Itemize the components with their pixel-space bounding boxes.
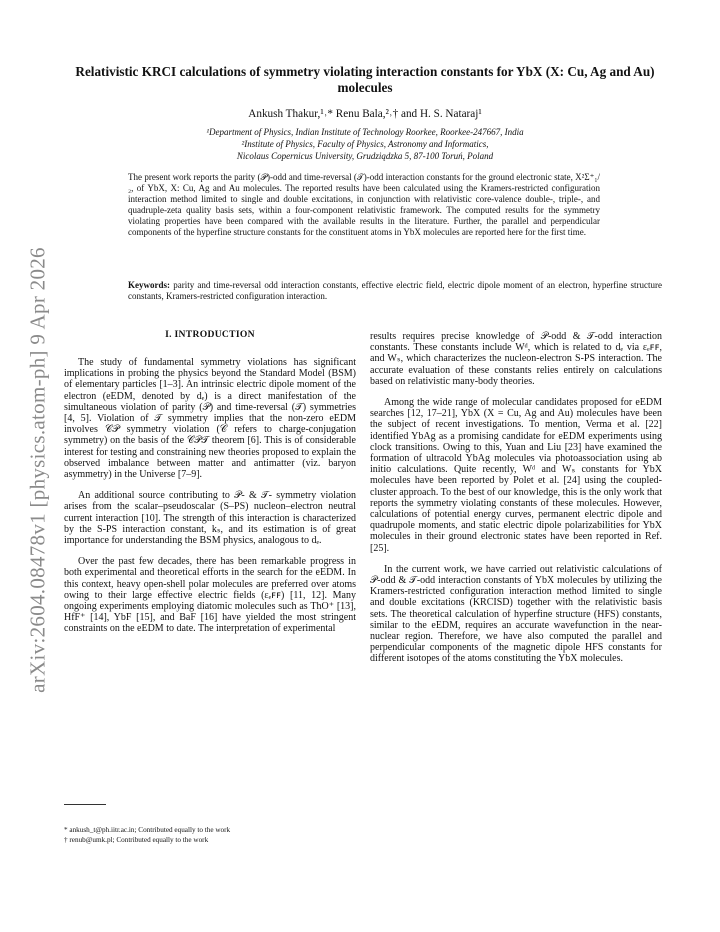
keywords-label: Keywords: [128,280,170,290]
paper-title: Relativistic KRCI calculations of symmetry violating interaction constants for YbX (X: Cu, Ag and Au) molecules [75,64,655,95]
affiliation-2-line-2: Nicolaus Copernicus University, Grudziądzka 5, 87-100 Toruń, Poland [236,151,494,161]
affiliation-2-line-1: ²Institute of Physics, Faculty of Physics, Astronomy and Informatics, [241,139,489,149]
footnote-1: * ankush_t@ph.iitr.ac.in; Contributed equally to the work [64,826,231,834]
right-column [370,331,662,665]
paragraph: The study of fundamental symmetry violations has significant implications in probing the physics beyond the Standard Model (BSM) of elementary particles [1–3]. An intrinsic electric dipole moment of the electron (eEDM, denoted by dₑ) is a direct manifestation of the simultaneous violation of parity (𝒫) and time-reversal (𝒯) symmetries [4, 5]. Violation of 𝒯 symmetry implies that the non-zero eEDM involves 𝒞𝒫 symmetry violation (𝒞 refers to charge-conjugation symmetry) on the basis of the 𝒞𝒫𝒯 theorem [6]. This is of considerable interest for testing and constraining new theories proposed to explain the observed imbalance between matter and antimatter (viz. baryon asymmetry) in the Universe [7–9]. [64,357,356,481]
author-list: Ankush Thakur,¹˒* Renu Bala,²˒† and H. S. Nataraj¹ [248,108,482,120]
arxiv-sidebar [8,210,68,730]
paragraph: An additional source contributing to 𝒫- & 𝒯- symmetry violation arises from the scalar–pseudoscalar (S–PS) nucleon–electron neutral current interaction [10]. The strength of this interaction is characterized by the S-PS interaction constant, kₛ, and its estimation is of great importance for understanding the BSM physics, analogous to dₑ. [64,490,356,547]
footnote-divider [64,804,106,805]
paragraph: results requires precise knowledge of 𝒫-odd & 𝒯-odd interaction constants. These constants include Wᵈ, which is related to dₑ via εₑꜰꜰ, and Wₛ, which characterizes the nucleon-electron S-PS interaction. The accurate evaluation of these constants relies entirely on calculations based on relativistic many-body theories. [370,331,662,387]
affiliation-1: ¹Department of Physics, Indian Institute of Technology Roorkee, Roorkee-247667, India [206,127,524,137]
paragraph: Over the past few decades, there has been remarkable progress in both experimental and theoretical efforts in the search for the eEDM. In this context, heavy open-shell polar molecules are preferred over atoms owing to their large effective electric fields (εₑꜰꜰ) [11, 12]. Many ongoing experiments employing diatomic molecules such as ThO⁺ [13], HfF⁺ [14], YbF [15], and BaF [16] have yielded the most stringent constraints on the eEDM to date. The interpretation of experimental [64,556,356,635]
footnote-2: † renub@umk.pl; Contributed equally to the work [64,836,209,844]
arxiv-identifier: arXiv:2604.08478v1 [physics.atom-ph] 9 Apr 2026 [25,247,50,693]
section-heading-introduction: I. INTRODUCTION [165,329,255,340]
keywords [128,280,662,302]
left-column [64,357,356,635]
paragraph: In the current work, we have carried out relativistic calculations of 𝒫-odd & 𝒯-odd interaction constants of YbX molecules by utilizing the Kramers-restricted configuration interaction method limited to single and double excitations (KRCISD) together with the relativistic basis sets. The theoretical calculation of hyperfine structure (HFS) constants, similar to the eEDM, requires an accurate wavefunction in the near-nuclear region. Therefore, we have also computed the parallel and perpendicular components of the magnetic dipole HFS constants for different isotopes of the atoms constituting the YbX molecules. [370,563,662,665]
abstract: The present work reports the parity (𝒫)-odd and time-reversal (𝒯)-odd interaction constants for the ground electronic state, X²Σ⁺₁/₂, of YbX, X: Cu, Ag and Au molecules. The reported results have been calculated using the Kramers-restricted configuration interaction method limited to single and double excitations, in conjunction with relativistic core-valence double-, triple-, and quadruple-zeta quality basis sets, within a four-component relativistic framework. The computed results for the symmetry violating properties have been compared with the available results in the literature. Further, the parallel and perpendicular components of the hyperfine structure constants for the constituent atoms in YbX molecules are reported here for the first time. [128,172,600,237]
keywords-text: parity and time-reversal odd interaction constants, effective electric field, electric dipole moment of an electron, hyperfine structure constants, Kramers-restricted configuration interaction. [128,280,662,301]
paragraph: Among the wide range of molecular candidates proposed for eEDM searches [12, 17–21], YbX (X = Cu, Ag and Au) molecules have been the subject of recent investigations. To mention, Verma et al. [22] identified YbAg as a promising candidate for eEDM experiments using clock transitions. Owing to this, Yuan and Liu [23] have examined the formation of ultracold YbAg molecules via photoassociation using ab initio calculations. Quite recently, Wᵈ and Wₛ constants for YbX molecules have been reported by Polet et al. [24] using the coupled-cluster approach. To the best of our knowledge, this is the only work that reports the symmetry violating constants of these molecules. However, calculations of potential energy curves, permanent electric dipole and quadrupole moments, and static electric dipole polarizabilities for YbX molecules in their ground electronic states have been reported in Ref. [25]. [370,397,662,554]
